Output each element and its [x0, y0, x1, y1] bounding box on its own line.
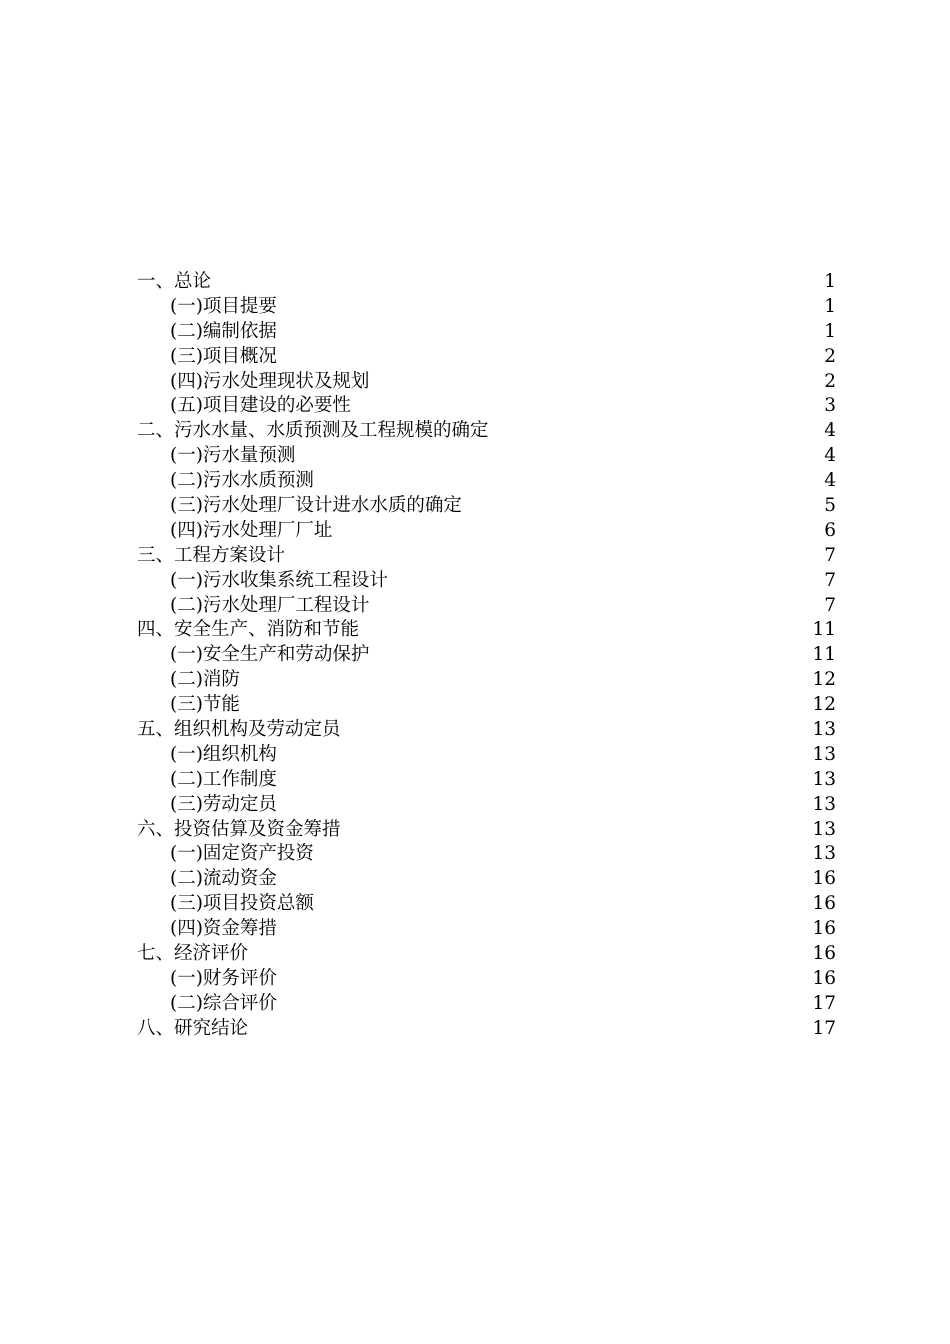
- toc-entry-title: (五)项目建设的必要性: [170, 395, 351, 417]
- toc-entry-title: (三)节能: [170, 694, 240, 716]
- toc-section-entry[interactable]: [137, 793, 836, 818]
- toc-section-entry[interactable]: [137, 668, 836, 693]
- toc-page-number: 7: [824, 594, 836, 616]
- toc-section-entry[interactable]: [137, 444, 836, 469]
- toc-section-entry[interactable]: [137, 917, 836, 942]
- toc-entry-title: (四)资金筹措: [170, 918, 277, 940]
- toc-section-entry[interactable]: [137, 892, 836, 917]
- toc-chapter-entry[interactable]: [137, 419, 836, 444]
- toc-entry-title: 七、经济评价: [137, 943, 249, 965]
- toc-entry-title: (一)固定资产投资: [170, 843, 314, 865]
- toc-chapter-entry[interactable]: [137, 1017, 836, 1042]
- toc-entry-title: (二)流动资金: [170, 868, 277, 890]
- toc-page-number: 13: [812, 743, 836, 765]
- toc-section-entry[interactable]: [137, 967, 836, 992]
- toc-page-number: 16: [812, 967, 836, 989]
- toc-page-number: 5: [824, 495, 836, 517]
- toc-page-number: 13: [812, 843, 836, 865]
- toc-chapter-entry[interactable]: [137, 618, 836, 643]
- toc-entry-title: (二)污水处理厂工程设计: [170, 594, 370, 616]
- toc-entry-title: (四)污水处理现状及规划: [170, 370, 370, 392]
- toc-chapter-entry[interactable]: [137, 818, 836, 843]
- toc-entry-title: (二)工作制度: [170, 768, 277, 790]
- toc-page-number: 1: [824, 295, 836, 317]
- toc-page-number: 6: [824, 519, 836, 541]
- toc-chapter-entry[interactable]: [137, 942, 836, 967]
- toc-section-entry[interactable]: [137, 370, 836, 395]
- toc-page-number: 2: [824, 370, 836, 392]
- toc-entry-title: (三)项目投资总额: [170, 893, 314, 915]
- toc-page-number: 1: [824, 271, 836, 292]
- toc-entry-title: (三)劳动定员: [170, 793, 277, 815]
- toc-page-number: 13: [812, 719, 836, 741]
- toc-page-number: 13: [812, 768, 836, 790]
- toc-page-number: 7: [824, 569, 836, 591]
- toc-section-entry[interactable]: [137, 345, 836, 370]
- toc-entry-title: (三)项目概况: [170, 345, 277, 367]
- toc-section-entry[interactable]: [137, 469, 836, 494]
- toc-page-number: 16: [812, 943, 836, 965]
- toc-entry-title: (一)项目提要: [170, 295, 277, 317]
- toc-entry-title: 二、污水水量、水质预测及工程规模的确定: [137, 420, 489, 442]
- toc-page-number: 16: [812, 868, 836, 890]
- toc-page-number: 2: [824, 345, 836, 367]
- toc-section-entry[interactable]: [137, 519, 836, 544]
- toc-chapter-entry[interactable]: [137, 270, 836, 295]
- toc-page-number: 16: [812, 918, 836, 940]
- toc-page-number: 13: [812, 793, 836, 815]
- toc-entry-title: (三)污水处理厂设计进水水质的确定: [170, 495, 462, 517]
- toc-page-number: 12: [812, 669, 836, 691]
- toc-page-number: 4: [824, 470, 836, 492]
- toc-entry-title: (一)安全生产和劳动保护: [170, 644, 370, 666]
- toc-entry-title: (四)污水处理厂厂址: [170, 519, 333, 541]
- toc-entry-title: (一)污水量预测: [170, 445, 296, 467]
- toc-page-number: 17: [812, 1017, 836, 1039]
- toc-page-number: 4: [824, 420, 836, 442]
- toc-section-entry[interactable]: [137, 569, 836, 594]
- toc-section-entry[interactable]: [137, 320, 836, 345]
- toc-section-entry[interactable]: [137, 594, 836, 619]
- toc-chapter-entry[interactable]: [137, 544, 836, 569]
- toc-section-entry[interactable]: [137, 494, 836, 519]
- toc-entry-title: 六、投资估算及资金筹措: [137, 818, 341, 840]
- toc-entry-title: 四、安全生产、消防和节能: [137, 619, 360, 641]
- toc-section-entry[interactable]: [137, 867, 836, 892]
- toc-entry-title: 八、研究结论: [137, 1017, 249, 1039]
- toc-section-entry[interactable]: [137, 295, 836, 320]
- toc-page-number: 4: [824, 445, 836, 467]
- toc-page-number: 16: [812, 893, 836, 915]
- toc-section-entry[interactable]: [137, 693, 836, 718]
- toc-entry-title: 三、工程方案设计: [137, 544, 286, 566]
- toc-entry-title: (二)编制依据: [170, 320, 277, 342]
- toc-section-entry[interactable]: [137, 768, 836, 793]
- toc-entry-title: 五、组织机构及劳动定员: [137, 719, 341, 741]
- toc-entry-title: (一)财务评价: [170, 967, 277, 989]
- toc-page-number: 1: [824, 320, 836, 342]
- toc-entry-title: (一)组织机构: [170, 743, 277, 765]
- toc-page-number: 17: [812, 992, 836, 1014]
- toc-page-number: 13: [812, 818, 836, 840]
- toc-page-number: 12: [812, 694, 836, 716]
- toc-page-number: 11: [812, 644, 836, 666]
- toc-entry-title: (二)污水水质预测: [170, 470, 314, 492]
- toc-entry-title: 一、总论: [137, 271, 212, 292]
- toc-section-entry[interactable]: [137, 643, 836, 668]
- table-of-contents: [137, 270, 836, 1042]
- toc-page-number: 3: [824, 395, 836, 417]
- toc-entry-title: (二)消防: [170, 669, 240, 691]
- toc-section-entry[interactable]: [137, 394, 836, 419]
- toc-entry-title: (二)综合评价: [170, 992, 277, 1014]
- toc-section-entry[interactable]: [137, 743, 836, 768]
- toc-page-number: 11: [812, 619, 836, 641]
- toc-entry-title: (一)污水收集系统工程设计: [170, 569, 388, 591]
- toc-chapter-entry[interactable]: [137, 718, 836, 743]
- toc-section-entry[interactable]: [137, 992, 836, 1017]
- toc-page-number: 7: [824, 544, 836, 566]
- toc-section-entry[interactable]: [137, 842, 836, 867]
